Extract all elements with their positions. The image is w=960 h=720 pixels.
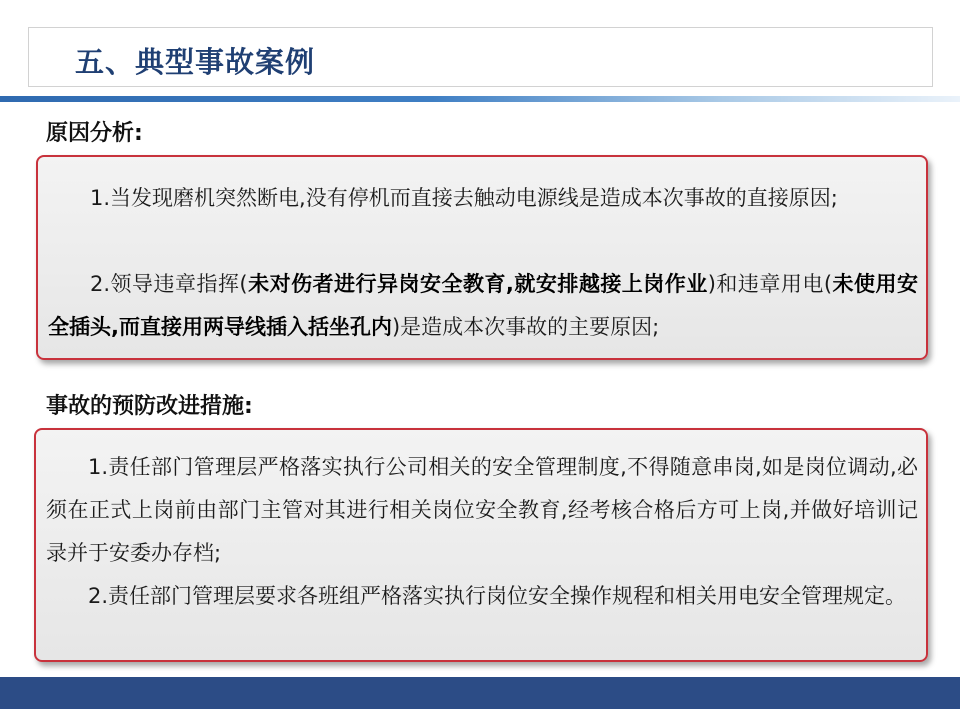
cause-analysis-heading: 原因分析: <box>46 121 143 146</box>
cause-analysis-box <box>36 155 928 360</box>
cause-item-2-text-c: )是造成本次事故的主要原因; <box>391 315 660 339</box>
cause-item-2 <box>48 263 918 349</box>
title-underline-bar <box>0 96 960 102</box>
cause-item-2-text-b: )和违章用电( <box>707 272 833 296</box>
cause-item-2-bold-a: 未对伤者进行异岗安全教育,就安排越接上岗作业 <box>247 272 708 296</box>
slide-title-box <box>28 27 933 87</box>
prevention-heading: 事故的预防改进措施: <box>46 394 253 419</box>
prevention-item-1: 1.责任部门管理层严格落实执行公司相关的安全管理制度,不得随意串岗,如是岗位调动,必须在正式上岗前由部门主管对其进行相关岗位安全教育,经考核合格后方可上岗,并做好培训记录并于安委办存档; <box>46 455 918 565</box>
prevention-box <box>34 428 928 662</box>
cause-item-2-text-a: 2.领导违章指挥( <box>90 272 248 296</box>
cause-item-1: 1.当发现磨机突然断电,没有停机而直接去触动电源线是造成本次事故的直接原因; <box>90 186 838 210</box>
prevention-item-2: 2.责任部门管理层要求各班组严格落实执行岗位安全操作规程和相关用电安全管理规定。 <box>88 584 907 608</box>
slide-title: 五、典型事故案例 <box>75 45 316 79</box>
cause-item-2-bold-b: 未使用安全插头,而直接用两导线插入括坐孔内 <box>48 272 918 339</box>
footer-bar <box>0 677 960 709</box>
